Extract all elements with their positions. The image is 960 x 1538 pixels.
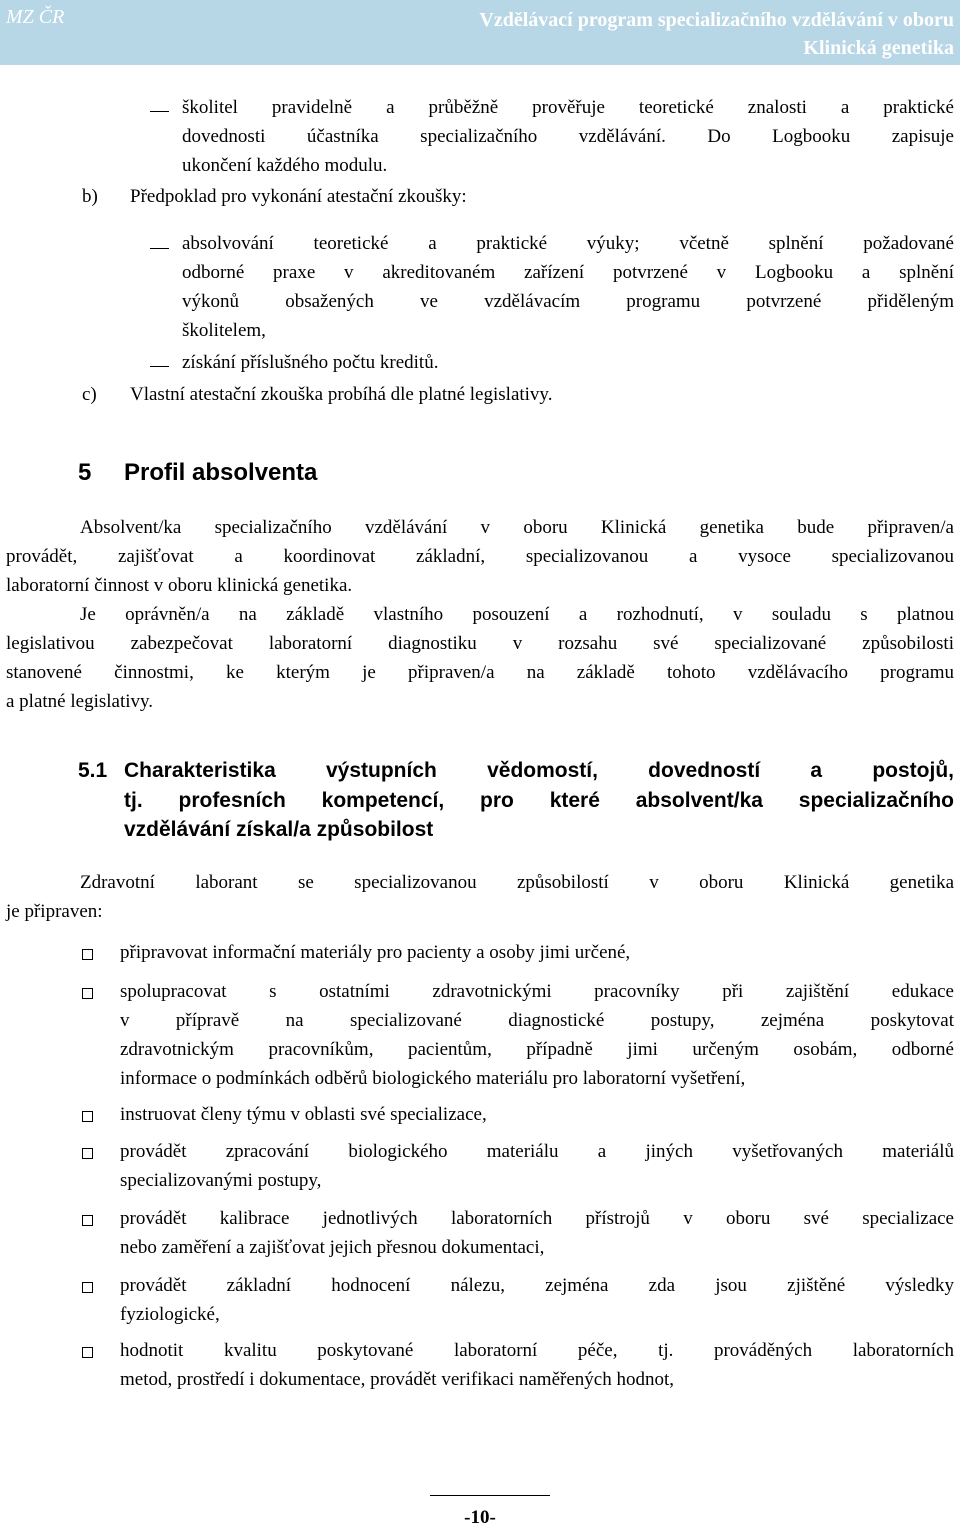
checkbox-bullet-icon xyxy=(82,1111,93,1122)
dash-bullet xyxy=(150,366,169,367)
intro-paragraph-line: je připraven: xyxy=(6,901,103,922)
page-number: -10- xyxy=(464,1507,496,1528)
list-item-line: hodnotit kvalitu poskytované laboratorní péče, tj. prováděných laboratorních xyxy=(120,1340,954,1361)
intro-paragraph-line: Zdravotní laborant se specializovanou způsobilostí v oboru Klinická genetika xyxy=(80,872,954,893)
bullet-line: výkonů obsažených ve vzdělávacím programu potvrzené přiděleným xyxy=(182,291,954,312)
paragraph-line: a platné legislativy. xyxy=(6,691,154,712)
paragraph-line: Absolvent/ka specializačního vzdělávání v oboru Klinická genetika bude připraven/a xyxy=(80,517,954,538)
bullet-line: získání příslušného počtu kreditů. xyxy=(182,352,439,373)
checkbox-bullet-icon xyxy=(82,988,93,999)
item-b-text: Předpoklad pro vykonání atestační zkoušky: xyxy=(130,186,467,207)
list-item-line: fyziologické, xyxy=(120,1304,220,1325)
list-item-line: metod, prostředí i dokumentace, provádět verifikaci naměřených hodnot, xyxy=(120,1369,674,1390)
list-item-line: provádět kalibrace jednotlivých laboratorních přístrojů v oboru své specializace xyxy=(120,1208,954,1229)
checkbox-bullet-icon xyxy=(82,949,93,960)
checkbox-bullet-icon xyxy=(82,1282,93,1293)
bullet-line: odborné praxe v akreditovaném zařízení potvrzené v Logbooku a splnění xyxy=(182,262,954,283)
list-item-line: informace o podmínkách odběrů biologického materiálu pro laboratorní vyšetření, xyxy=(120,1068,746,1089)
list-item-line: instruovat členy týmu v oblasti své specializace, xyxy=(120,1104,487,1125)
paragraph-line: provádět, zajišťovat a koordinovat základní, specializovanou a vysoce specializovanou xyxy=(6,546,954,567)
list-item-line: připravovat informační materiály pro pacienty a osoby jimi určené, xyxy=(120,942,631,963)
section-5-1-title-line: Charakteristika výstupních vědomostí, dovedností a postojů, xyxy=(124,759,954,782)
bullet-line: školitelem, xyxy=(182,320,266,341)
list-item-line: provádět zpracování biologického materiálu a jiných vyšetřovaných materiálů xyxy=(120,1141,954,1162)
checkbox-bullet-icon xyxy=(82,1347,93,1358)
list-item-line: specializovanými postupy, xyxy=(120,1170,322,1191)
list-marker-c: c) xyxy=(82,384,97,405)
page-header xyxy=(0,0,960,65)
list-item-line: zdravotnickým pracovníkům, pacientům, případně jimi určeným osobám, odborné xyxy=(120,1039,954,1060)
list-item-line: v přípravě na specializované diagnostické postupy, zejména poskytovat xyxy=(120,1010,954,1031)
intro-line: ukončení každého modulu. xyxy=(182,155,388,176)
list-item-line: nebo zaměření a zajišťovat jejich přesnou dokumentaci, xyxy=(120,1237,545,1258)
intro-line: školitel pravidelně a průběžně prověřuje teoretické znalosti a praktické xyxy=(182,97,954,118)
dash-bullet xyxy=(150,111,169,112)
checkbox-bullet-icon xyxy=(82,1215,93,1226)
header-title xyxy=(479,6,954,62)
paragraph-line: laboratorní činnost v oboru klinická genetika. xyxy=(6,575,353,596)
list-item-line: provádět základní hodnocení nálezu, zejména zda jsou zjištěné výsledky xyxy=(120,1275,954,1296)
header-title-line1: Vzdělávací program specializačního vzdělávání v oboru xyxy=(479,9,954,31)
header-ministry: MZ ČR xyxy=(6,6,65,28)
footer-divider xyxy=(430,1495,550,1496)
section-5-1-title-line: vzdělávání získal/a způsobilost xyxy=(124,818,434,841)
paragraph-line: Je oprávněn/a na základě vlastního posouzení a rozhodnutí, v souladu s platnou xyxy=(80,604,954,625)
paragraph-line: legislativou zabezpečovat laboratorní diagnostiku v rozsahu své specializované způsobilosti xyxy=(6,633,954,654)
list-item-line: spolupracovat s ostatními zdravotnickými pracovníky při zajištění edukace xyxy=(120,981,954,1002)
paragraph-line: stanovené činnostmi, ke kterým je připraven/a na základě tohoto vzdělávacího programu xyxy=(6,662,954,683)
checkbox-bullet-icon xyxy=(82,1148,93,1159)
item-c-text: Vlastní atestační zkouška probíhá dle platné legislativy. xyxy=(130,384,553,405)
section-5-1-number: 5.1 xyxy=(78,759,108,782)
dash-bullet xyxy=(150,248,169,249)
list-marker-b: b) xyxy=(82,186,98,207)
section-5-number: 5 xyxy=(78,459,92,486)
bullet-line: absolvování teoretické a praktické výuky; včetně splnění požadované xyxy=(182,233,954,254)
intro-line: dovednosti účastníka specializačního vzdělávání. Do Logbooku zapisuje xyxy=(182,126,954,147)
section-5-title: Profil absolventa xyxy=(124,459,318,486)
section-5-1-title-line: tj. profesních kompetencí, pro které absolvent/ka specializačního xyxy=(124,789,954,812)
header-title-line2: Klinická genetika xyxy=(803,37,954,59)
